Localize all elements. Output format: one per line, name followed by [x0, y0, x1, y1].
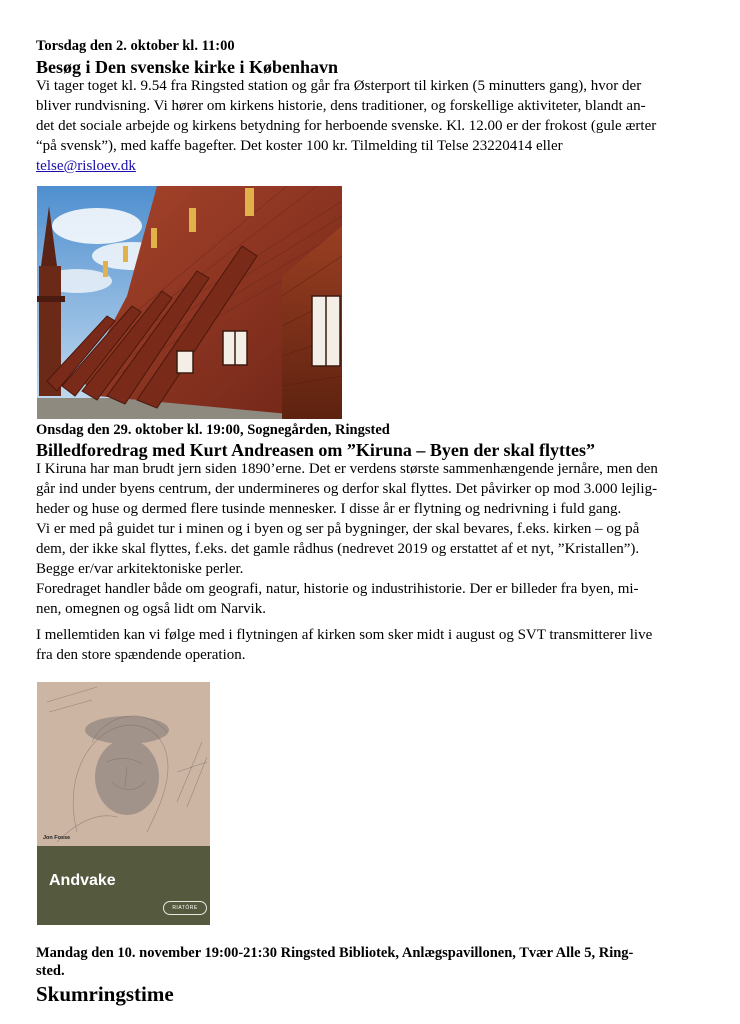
- event2-line: Begge er/var arkitektoniske perler.: [36, 561, 244, 577]
- event2-line: nen, omegnen og også lidt om Narvik.: [36, 601, 266, 617]
- event2-line: dem, der ikke skal flyttes, f.eks. det gamle rådhus (nedrevet 2019 og erstattet af et nyt, ”Kristallen”).: [36, 541, 640, 557]
- event2-line: heder og huse og dermed flere tusinde mennesker. I disse år er flytning og nedrivning i fuld gang.: [36, 501, 622, 517]
- book-author: Jon Fosse: [43, 835, 71, 841]
- event1-line: bliver rundvisning. Vi hører om kirkens historie, dens traditioner, og forskellige aktiviteter, blandt an-: [36, 98, 646, 114]
- event1-line: det det sociale arbejde og kirkens betydning for herboende svenske. Kl. 12.00 er der frokost (gule ærter: [36, 118, 657, 134]
- event2-line: I Kiruna har man brudt jern siden 1890’erne. Det er verdens største sammenhængende jernåre, men den: [36, 461, 658, 477]
- event1-line: Vi tager toget kl. 9.54 fra Ringsted station og går fra Østerport til kirken (5 minutters gang), hvor der: [36, 78, 642, 94]
- event3-title: Skumringstime: [36, 982, 174, 1006]
- event2-line: fra den store spændende operation.: [36, 647, 246, 663]
- event2-date: Onsdag den 29. oktober kl. 19:00, Sognegården, Ringsted: [36, 422, 390, 438]
- book-title: Andvake: [49, 872, 116, 889]
- event1-date: Torsdag den 2. oktober kl. 11:00: [36, 38, 235, 54]
- publisher-logo: RIATÓRE: [163, 901, 207, 915]
- event2-body-continued: [36, 625, 704, 665]
- event2-line: I mellemtiden kan vi følge med i flytningen af kirken som sker midt i august og SVT transmitterer live: [36, 627, 653, 643]
- event2-line: Foredraget handler både om geografi, natur, historie og industrihistorie. Der er billeder fra byen, mi-: [36, 581, 639, 597]
- event2-body: [36, 459, 704, 619]
- event2-line: Vi er med på guidet tur i minen og i byen og ser på bygninger, der skal bevares, f.eks. kirken – og på: [36, 521, 640, 537]
- event1-title: Besøg i Den svenske kirke i København: [36, 57, 339, 77]
- kiruna-church-photo: [37, 186, 342, 419]
- book-cover-image: [37, 682, 210, 925]
- email-link[interactable]: telse@risloev.dk: [36, 158, 136, 174]
- event1-line: “på svensk”), med kaffe bagefter. Det koster 100 kr. Tilmelding til Telse 23220414 eller: [36, 138, 563, 154]
- event1-body: [36, 76, 704, 176]
- event2-line: går ind under byens centrum, der undermineres og derfor skal flyttes. Det påvirker op mod 3.000 lejlig-: [36, 481, 658, 497]
- event3-date-line: sted.: [36, 963, 65, 979]
- event3-date-line: Mandag den 10. november 19:00-21:30 Ringsted Bibliotek, Anlægspavillonen, Tvær Alle 5, Ring-: [36, 945, 634, 961]
- event2-title: Billedforedrag med Kurt Andreasen om ”Kiruna – Byen der skal flyttes”: [36, 440, 596, 460]
